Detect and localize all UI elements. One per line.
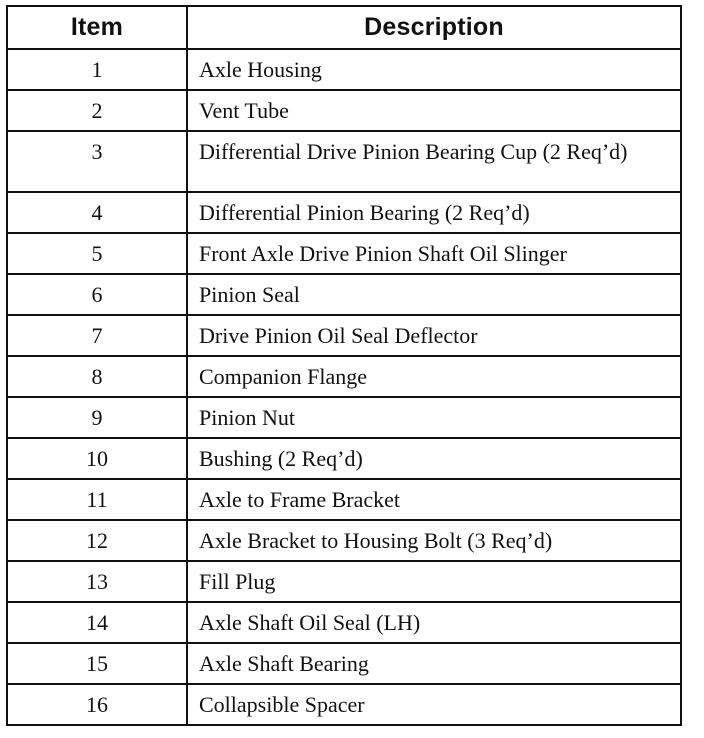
item-number: 13 xyxy=(7,561,187,602)
item-description: Bushing (2 Req’d) xyxy=(187,438,681,479)
header-description: Description xyxy=(187,6,681,49)
item-number: 14 xyxy=(7,602,187,643)
item-description: Collapsible Spacer xyxy=(187,684,681,725)
item-description: Differential Pinion Bearing (2 Req’d) xyxy=(187,192,681,233)
item-number: 11 xyxy=(7,479,187,520)
item-description: Axle Bracket to Housing Bolt (3 Req’d) xyxy=(187,520,681,561)
item-number: 5 xyxy=(7,233,187,274)
item-description: Axle to Frame Bracket xyxy=(187,479,681,520)
table-row xyxy=(7,49,681,90)
item-description: Pinion Seal xyxy=(187,274,681,315)
header-row xyxy=(7,6,681,49)
item-description: Drive Pinion Oil Seal Deflector xyxy=(187,315,681,356)
item-number: 15 xyxy=(7,643,187,684)
table-row xyxy=(7,520,681,561)
item-number: 4 xyxy=(7,192,187,233)
item-number: 16 xyxy=(7,684,187,725)
table-row xyxy=(7,90,681,131)
table-row xyxy=(7,315,681,356)
item-number: 9 xyxy=(7,397,187,438)
table-row xyxy=(7,356,681,397)
item-description: Axle Shaft Bearing xyxy=(187,643,681,684)
item-description: Companion Flange xyxy=(187,356,681,397)
table-row xyxy=(7,602,681,643)
table-row xyxy=(7,561,681,602)
table-row xyxy=(7,438,681,479)
item-number: 2 xyxy=(7,90,187,131)
item-description: Axle Housing xyxy=(187,49,681,90)
item-number: 3 xyxy=(7,131,187,192)
parts-table xyxy=(6,5,682,726)
table-row xyxy=(7,397,681,438)
table-row xyxy=(7,274,681,315)
item-description: Axle Shaft Oil Seal (LH) xyxy=(187,602,681,643)
header-item: Item xyxy=(7,6,187,49)
table-row xyxy=(7,192,681,233)
item-number: 8 xyxy=(7,356,187,397)
item-description: Fill Plug xyxy=(187,561,681,602)
table-row xyxy=(7,131,681,192)
item-number: 10 xyxy=(7,438,187,479)
item-number: 1 xyxy=(7,49,187,90)
item-description: Pinion Nut xyxy=(187,397,681,438)
item-description: Front Axle Drive Pinion Shaft Oil Slinger xyxy=(187,233,681,274)
item-number: 7 xyxy=(7,315,187,356)
table-row xyxy=(7,233,681,274)
item-number: 12 xyxy=(7,520,187,561)
item-description: Vent Tube xyxy=(187,90,681,131)
item-description: Differential Drive Pinion Bearing Cup (2 Req’d) xyxy=(187,131,681,192)
table-row xyxy=(7,643,681,684)
item-number: 6 xyxy=(7,274,187,315)
table-row xyxy=(7,684,681,725)
table-row xyxy=(7,479,681,520)
